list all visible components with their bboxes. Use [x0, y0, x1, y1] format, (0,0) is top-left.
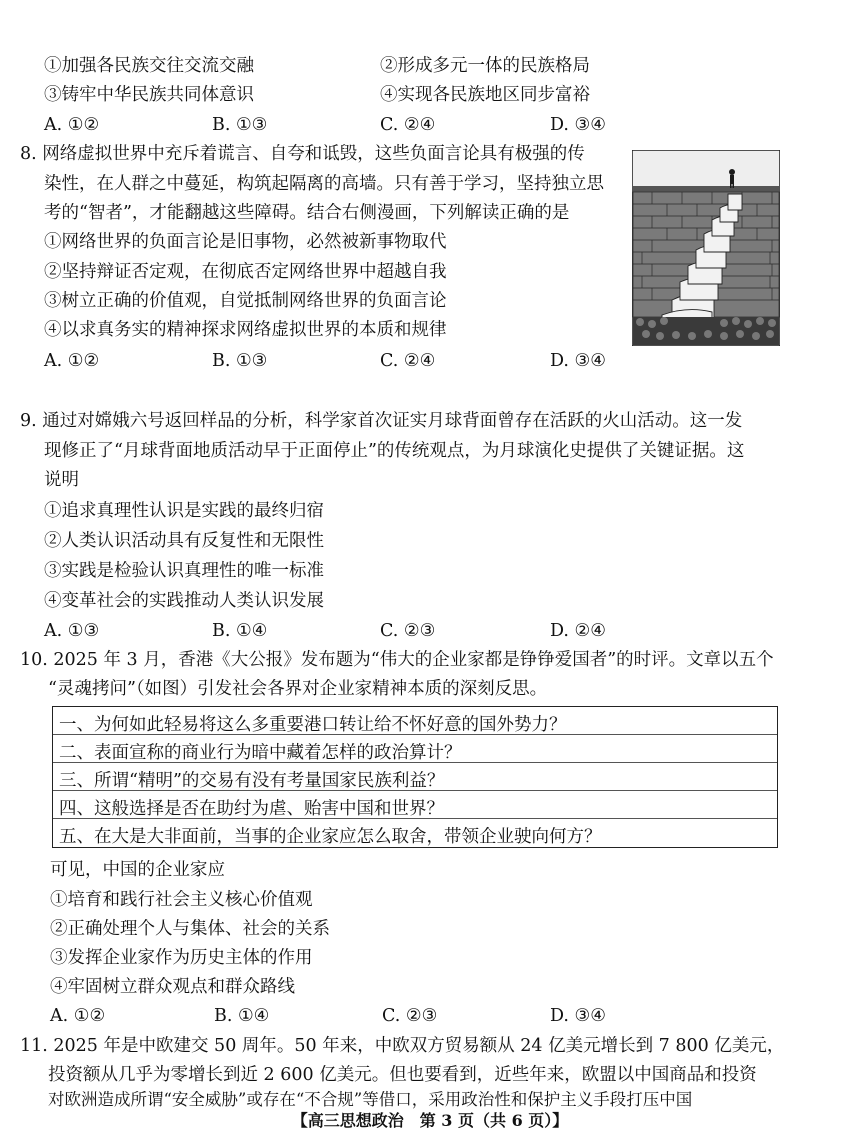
q7-option-d[interactable]: D. ③④: [550, 115, 606, 135]
q11-stem-line-1: 11. 2025 年是中欧建交 50 周年。50 年来，中欧双方贸易额从 24 亿美元增长到 7 800 亿美元，: [20, 1036, 785, 1056]
q9-option-d[interactable]: D. ②④: [550, 621, 606, 641]
q8-statement-2: ②坚持辩证否定观，在彻底否定网络世界中超越自我: [44, 262, 447, 282]
q10-box-item-2: 二、表面宣称的商业行为暗中藏着怎样的政治算计？: [53, 735, 777, 763]
q9-statement-3: ③实践是检验认识真理性的唯一标准: [44, 561, 324, 581]
q9-statement-1: ①追求真理性认识是实践的最终归宿: [44, 501, 324, 521]
q7-statement-1: ①加强各民族交往交流交融: [44, 56, 254, 76]
q10-box-item-3: 三、所谓“精明”的交易有没有考量国家民族利益？: [53, 763, 777, 791]
q10-box-item-5: 五、在大是大非面前，当事的企业家应怎么取舍，带领企业驶向何方？: [59, 827, 602, 847]
page-footer: 【高三思想政治 第 3 页（共 6 页）】: [291, 1111, 569, 1130]
q10-questions-box: [52, 706, 778, 848]
q7-statement-2: ②形成多元一体的民族格局: [380, 56, 590, 76]
q10-option-d[interactable]: D. ③④: [550, 1006, 606, 1026]
q8-option-b[interactable]: B. ①③: [212, 351, 268, 371]
q10-box-item-4: 四、这般选择是否在助纣为虐、贻害中国和世界？: [53, 791, 777, 819]
q9-stem-line-1: 9. 通过对嫦娥六号返回样品的分析，科学家首次证实月球背面曾存在活跃的火山活动。这一发: [20, 411, 743, 431]
q7-statement-3: ③铸牢中华民族共同体意识: [44, 85, 254, 105]
q9-statement-2: ②人类认识活动具有反复性和无限性: [44, 531, 324, 551]
q10-stem-line-2: “灵魂拷问”（如图）引发社会各界对企业家精神本质的深刻反思。: [48, 679, 548, 699]
q7-option-a[interactable]: A. ①②: [44, 115, 100, 135]
q9-option-a[interactable]: A. ①③: [44, 621, 100, 641]
q10-statement-1: ①培育和践行社会主义核心价值观: [50, 890, 313, 910]
q10-statement-3: ③发挥企业家作为历史主体的作用: [50, 948, 313, 968]
q11-stem-line-2: 投资额从几乎为零增长到近 2 600 亿美元。但也要看到，近些年来，欧盟以中国商品和投资: [48, 1065, 757, 1085]
q8-option-c[interactable]: C. ②④: [380, 351, 436, 371]
q10-option-b[interactable]: B. ①④: [214, 1006, 270, 1026]
q8-stem-line-2: 染性，在人群之中蔓延，构筑起隔离的高墙。只有善于学习，坚持独立思: [44, 174, 604, 194]
q8-statement-1: ①网络世界的负面言论是旧事物，必然被新事物取代: [44, 232, 447, 252]
q11-stem-line-3: 对欧洲造成所谓“安全威胁”或存在“不合规”等借口，采用政治性和保护主义手段打压中国: [48, 1090, 693, 1109]
q8-option-a[interactable]: A. ①②: [44, 351, 100, 371]
q10-box-item-1: 一、为何如此轻易将这么多重要港口转让给不怀好意的国外势力？: [53, 707, 777, 735]
q9-statement-4: ④变革社会的实践推动人类认识发展: [44, 591, 324, 611]
q10-stem-line-1: 10. 2025 年 3 月，香港《大公报》发布题为“伟大的企业家都是铮铮爱国者”的时评。文章以五个: [20, 650, 774, 670]
q9-option-c[interactable]: C. ②③: [380, 621, 436, 641]
q9-stem-line-2: 现修正了“月球背面地质活动早于正面停止”的传统观点，为月球演化史提供了关键证据。这: [44, 441, 745, 461]
q7-option-c[interactable]: C. ②④: [380, 115, 436, 135]
q8-stem-line-3: 考的“智者”，才能翻越这些障碍。结合右侧漫画，下列解读正确的是: [44, 203, 570, 223]
q7-option-b[interactable]: B. ①③: [212, 115, 268, 135]
q10-statement-2: ②正确处理个人与集体、社会的关系: [50, 919, 330, 939]
q10-statement-4: ④牢固树立群众观点和群众路线: [50, 977, 295, 997]
q10-option-c[interactable]: C. ②③: [382, 1006, 438, 1026]
q9-option-b[interactable]: B. ①④: [212, 621, 268, 641]
q10-lead: 可见，中国的企业家应: [50, 860, 225, 880]
q8-stem-line-1: 8. 网络虚拟世界中充斥着谎言、自夸和诋毁，这些负面言论具有极强的传: [20, 144, 585, 164]
cartoon-illustration: [632, 150, 780, 346]
q8-option-d[interactable]: D. ③④: [550, 351, 606, 371]
q9-stem-line-3: 说明: [44, 470, 79, 490]
q10-option-a[interactable]: A. ①②: [50, 1006, 106, 1026]
q7-statement-4: ④实现各民族地区同步富裕: [380, 85, 590, 105]
q8-statement-4: ④以求真务实的精神探求网络虚拟世界的本质和规律: [44, 320, 447, 340]
q8-statement-3: ③树立正确的价值观，自觉抵制网络世界的负面言论: [44, 291, 447, 311]
